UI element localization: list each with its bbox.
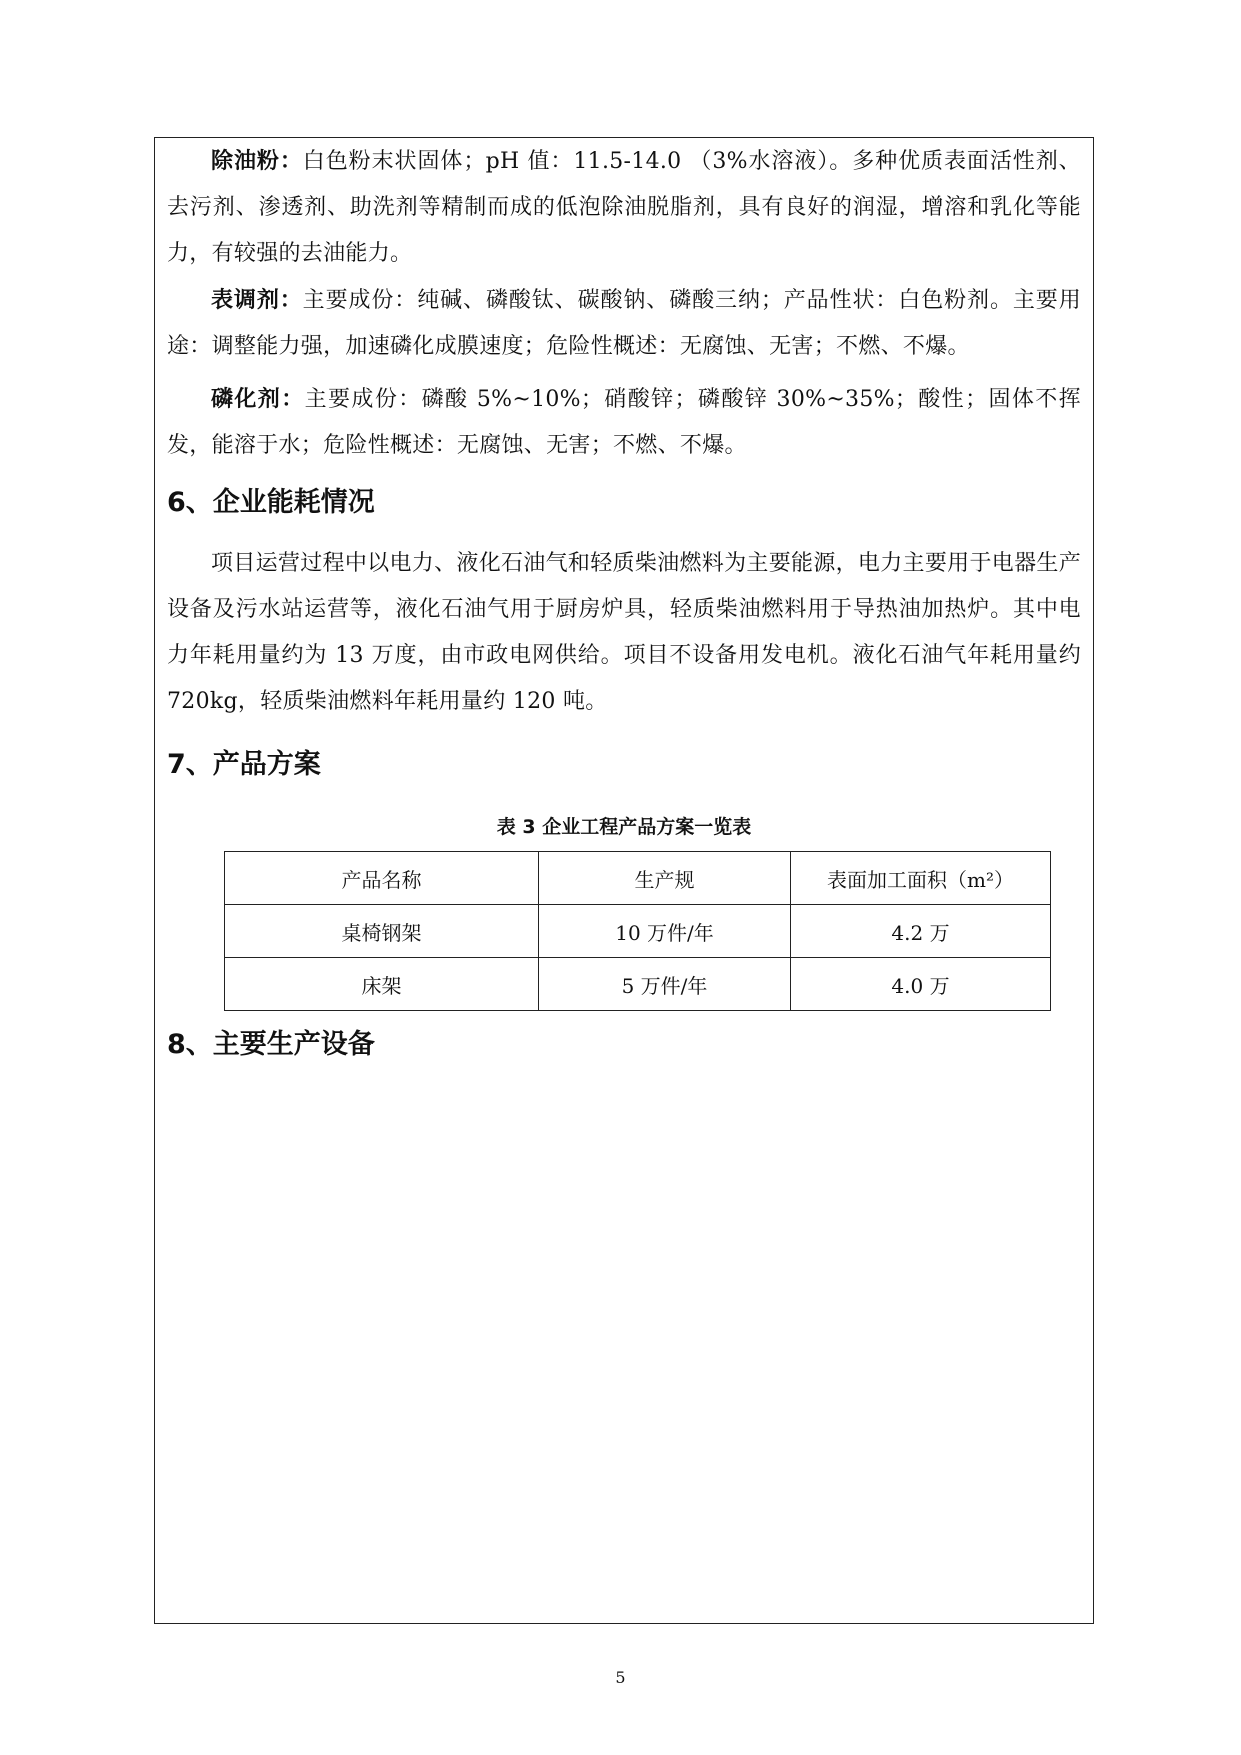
term-separator: ： bbox=[279, 148, 303, 174]
cell-capacity: 5 万件/年 bbox=[539, 958, 791, 1011]
cell-area: 4.0 万 bbox=[791, 958, 1051, 1011]
page-number: 5 bbox=[615, 1668, 626, 1687]
table-row bbox=[225, 905, 1051, 958]
section-7-title: 7、产品方案 bbox=[167, 749, 321, 780]
term-conditioner: 表调剂 bbox=[211, 287, 280, 313]
header-product-name: 产品名称 bbox=[225, 852, 539, 905]
header-capacity: 生产规 bbox=[539, 852, 791, 905]
conditioner-desc: 主要成份：纯碱、磷酸钛、碳酸钠、磷酸三纳；产品性状：白色粉剂。主要用途：调整能力强，加速磷化成膜速度；危险性概述：无腐蚀、无害；不燃、不爆。 bbox=[167, 288, 1081, 359]
header-area: 表面加工面积（m²） bbox=[791, 852, 1051, 905]
cell-capacity: 10 万件/年 bbox=[539, 905, 791, 958]
product-table bbox=[224, 851, 1051, 1011]
term-phosphating: 磷化剂 bbox=[211, 386, 282, 412]
section-8-title: 8、主要生产设备 bbox=[167, 1029, 375, 1060]
material-phosphating bbox=[167, 376, 1081, 469]
cell-product: 床架 bbox=[225, 958, 539, 1011]
term-separator: ： bbox=[281, 386, 305, 412]
table-row bbox=[225, 958, 1051, 1011]
term-separator: ： bbox=[279, 287, 303, 313]
section-6-body: 项目运营过程中以电力、液化石油气和轻质柴油燃料为主要能源，电力主要用于电器生产设备及污水站运营等，液化石油气用于厨房炉具，轻质柴油燃料用于导热油加热炉。其中电力年耗用量约为 13 万度，由市政电网供给。项目不设备用发电机。液化石油气年耗用量约 720kg，轻质柴油燃料年耗用量约 120 吨。 bbox=[167, 551, 1081, 714]
material-conditioner bbox=[167, 277, 1081, 370]
content-frame bbox=[154, 137, 1094, 1624]
table-caption: 表 3 企业工程产品方案一览表 bbox=[496, 816, 752, 838]
material-degreaser bbox=[167, 138, 1081, 277]
page-content bbox=[167, 138, 1081, 1069]
phosphating-desc: 主要成份：磷酸 5%~10%；硝酸锌；磷酸锌 30%~35%；酸性；固体不挥发，能溶于水；危险性概述：无腐蚀、无害；不燃、不爆。 bbox=[167, 387, 1081, 458]
term-degreaser: 除油粉 bbox=[211, 148, 280, 174]
cell-product: 桌椅钢架 bbox=[225, 905, 539, 958]
table-header-row bbox=[225, 852, 1051, 905]
section-6-title: 6、企业能耗情况 bbox=[167, 487, 375, 518]
degreaser-desc: 白色粉末状固体；pH 值：11.5-14.0 （3%水溶液）。多种优质表面活性剂、去污剂、渗透剂、助洗剂等精制而成的低泡除油脱脂剂，具有良好的润湿，增溶和乳化等能力，有较强的去油能力。 bbox=[167, 149, 1081, 266]
cell-area: 4.2 万 bbox=[791, 905, 1051, 958]
